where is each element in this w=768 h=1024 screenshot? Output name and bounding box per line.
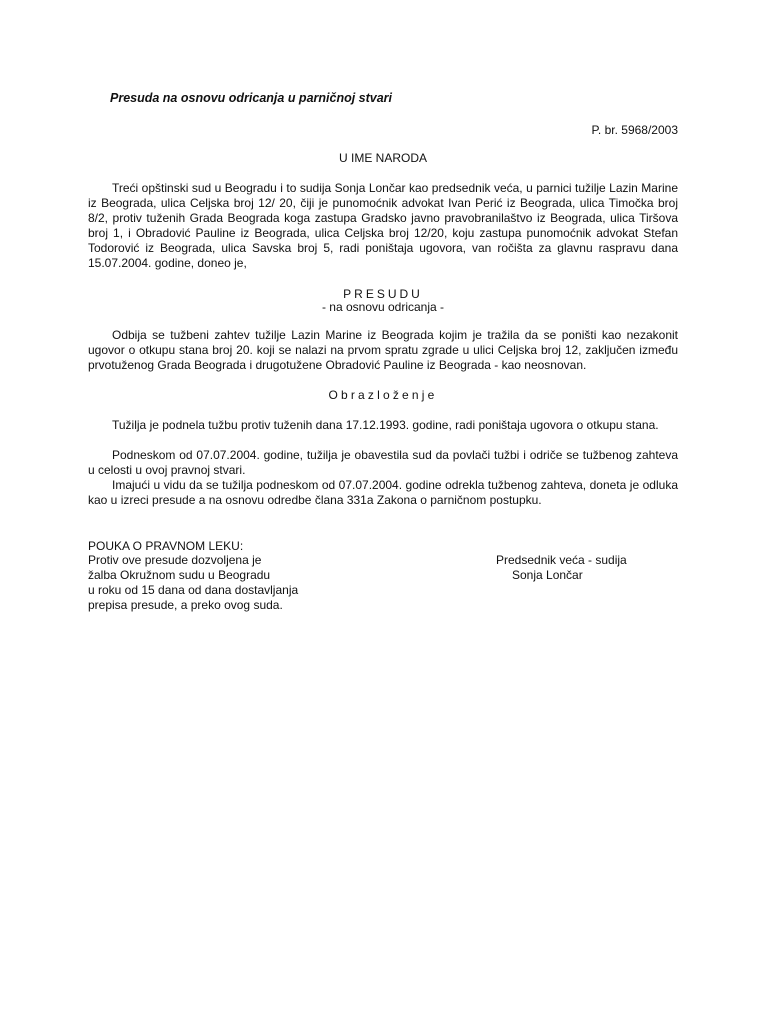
intro-paragraph: Treći opštinski sud u Beogradu i to sudija Sonja Lončar kao predsednik veća, u parnici tužilje Lazin Marine iz Beograda, ulica Celjska broj 12/ 20, čiji je punomoćnik advokat Ivan Perić iz Beograda, ulica Timočka broj 8/2, protiv tuženih Grada Beograda koga zastupa Gradsko javno pravobranilaštvo iz Beograda, ulica Tiršova broj 1, i Obradović Pauline iz Beograda, ulica Celjska broj 12/20, koju zastupa punomoćnik advokat Stefan Todorović iz Beograda, ulica Savska broj 5, radi poništaja ugovora, van ročišta za glavnu raspravu dana 15.07.2004. godine, doneo je, xyxy=(88,181,678,270)
pouka-line: prepisa presude, a preko ovog suda. xyxy=(88,598,283,612)
heading-u-ime-naroda: U IME NARODA xyxy=(338,151,427,165)
heading-presudu: PRESUDU xyxy=(343,287,423,301)
reasoning-paragraph: Imajući u vidu da se tužilja podneskom od 07.07.2004. godine odrekla tužbenog zahteva, doneta je odluka kao u izreci presude a na osnovu odredbe člana 331a Zakona o parničnom postupku. xyxy=(88,478,678,507)
pouka-line: Protiv ove presude dozvoljena je xyxy=(88,553,262,567)
signature-name: Sonja Lončar xyxy=(512,568,583,582)
heading-obrazlozenje: Obrazloženje xyxy=(328,388,438,402)
signature-title: Predsednik veća - sudija xyxy=(496,553,627,567)
pouka-line: u roku od 15 dana od dana dostavljanja xyxy=(88,583,299,597)
case-number: P. br. 5968/2003 xyxy=(591,123,678,137)
pouka-line: žalba Okružnom sudu u Beogradu xyxy=(88,568,271,582)
subheading-presudu: - na osnovu odricanja - xyxy=(321,300,445,314)
document-title: Presuda na osnovu odricanja u parničnoj stvari xyxy=(110,91,393,105)
ruling-paragraph: Odbija se tužbeni zahtev tužilje Lazin Marine iz Beograda kojim je tražila da se poništi kao nezakonit ugovor o otkupu stana broj 20. koji se nalazi na prvom spratu zgrade u ulici Celjska broj 12, zaključen između prvotuženog Grada Beograda i drugotužene Obradović Pauline iz Beograda - kao neosnovan. xyxy=(88,328,678,372)
pouka-heading: POUKA O PRAVNOM LEKU: xyxy=(88,539,244,553)
reasoning-paragraph: Tužilja je podnela tužbu protiv tuženih dana 17.12.1993. godine, radi poništaja ugovora o otkupu stana. xyxy=(112,418,659,432)
reasoning-paragraph: Podneskom od 07.07.2004. godine, tužilja je obavestila sud da povlači tužbi i odriče se tužbenog zahteva u celosti u ovoj pravnoj stvari. xyxy=(88,448,678,477)
